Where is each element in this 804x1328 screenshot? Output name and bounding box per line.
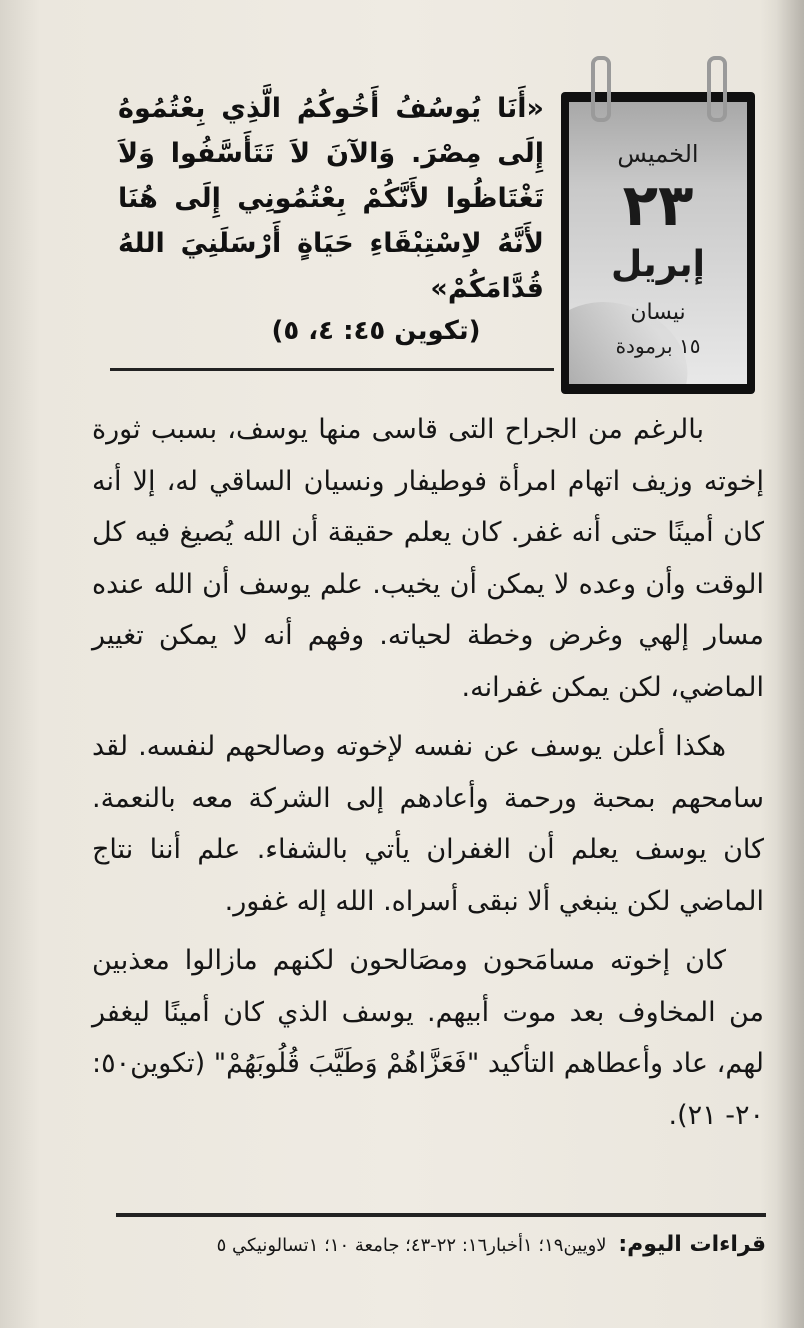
calendar-weekday: الخميس	[617, 140, 699, 168]
calendar-syriac-month: نيسان	[630, 300, 686, 325]
body-paragraph: هكذا أعلن يوسف عن نفسه لإخوته وصالحهم لنفسه. لقد سامحهم بمحبة ورحمة وأعادهم إلى الشركة معه بالنعمة. كان يوسف يعلم أن الغفران يأتي بالشفاء. علم أننا نتاج الماضي لكن ينبغي ألا نبقى أسراه. الله إله غفور.	[92, 731, 764, 917]
divider-line	[110, 368, 554, 371]
body-text	[92, 404, 764, 1145]
body-paragraph: بالرغم من الجراح التى قاسى منها يوسف، بسبب ثورة إخوته وزيف اتهام امرأة فوطيفار ونسيان الساقي له، إلا أنه كان أمينًا حتى أنه غفر. كان يعلم حقيقة أن الله يُصيغ فيه كل الوقت وأن وعده لا يمكن أن يخيب. علم يوسف أن الله عنده مسار إلهي وغرض وخطة لحياته. وفهم أنه لا يمكن تغيير الماضي، لكن يمكن غفرانه.	[92, 414, 764, 703]
calendar-ring-icon	[707, 56, 727, 122]
calendar-coptic-date: ١٥ برمودة	[615, 334, 701, 358]
calendar-block	[561, 92, 755, 394]
verse-text: «أَنَا يُوسُفُ أَخُوكُمُ الَّذِي بِعْتُمُوهُ إِلَى مِصْرَ. وَالآنَ لاَ تَتَأَسَّفُوا وَلاَ تَغْتَاظُوا لأَنَّكُمْ بِعْتُمُونِي إِلَى هُنَا لأَنَّهُ لاِسْتِبْقَاءِ حَيَاةٍ أَرْسَلَنِيَ اللهُ قُدَّامَكُمْ»	[118, 93, 544, 304]
calendar-ring-icon	[591, 56, 611, 122]
page-curl-shape	[569, 282, 705, 384]
calendar-month: إبريل	[611, 244, 705, 285]
calendar-day-number: ٢٣	[622, 171, 694, 239]
daily-readings-label: قراءات اليوم:	[618, 1232, 766, 1257]
page-gutter-shadow	[776, 0, 804, 1328]
divider-line	[116, 1213, 766, 1217]
verse-reference: (تكوين ٤٥: ٤، ٥)	[271, 316, 481, 346]
daily-readings-list: لاويين١٩؛ ١أخبار١٦: ٢٢-٤٣؛ جامعة ١٠؛ ١تسالونيكي ٥	[216, 1235, 607, 1256]
daily-readings	[130, 1232, 766, 1257]
body-paragraph: كان إخوته مسامَحون ومصَالحون لكنهم مازالوا معذبين من المخاوف بعد موت أبيهم. يوسف الذي كان أمينًا ليغفر لهم، عاد وأعطاهم التأكيد "فَعَزَّاهُمْ وَطَيَّبَ قُلُوبَهُمْ" (تكوين٥٠: ٢٠- ٢١).	[92, 945, 764, 1131]
